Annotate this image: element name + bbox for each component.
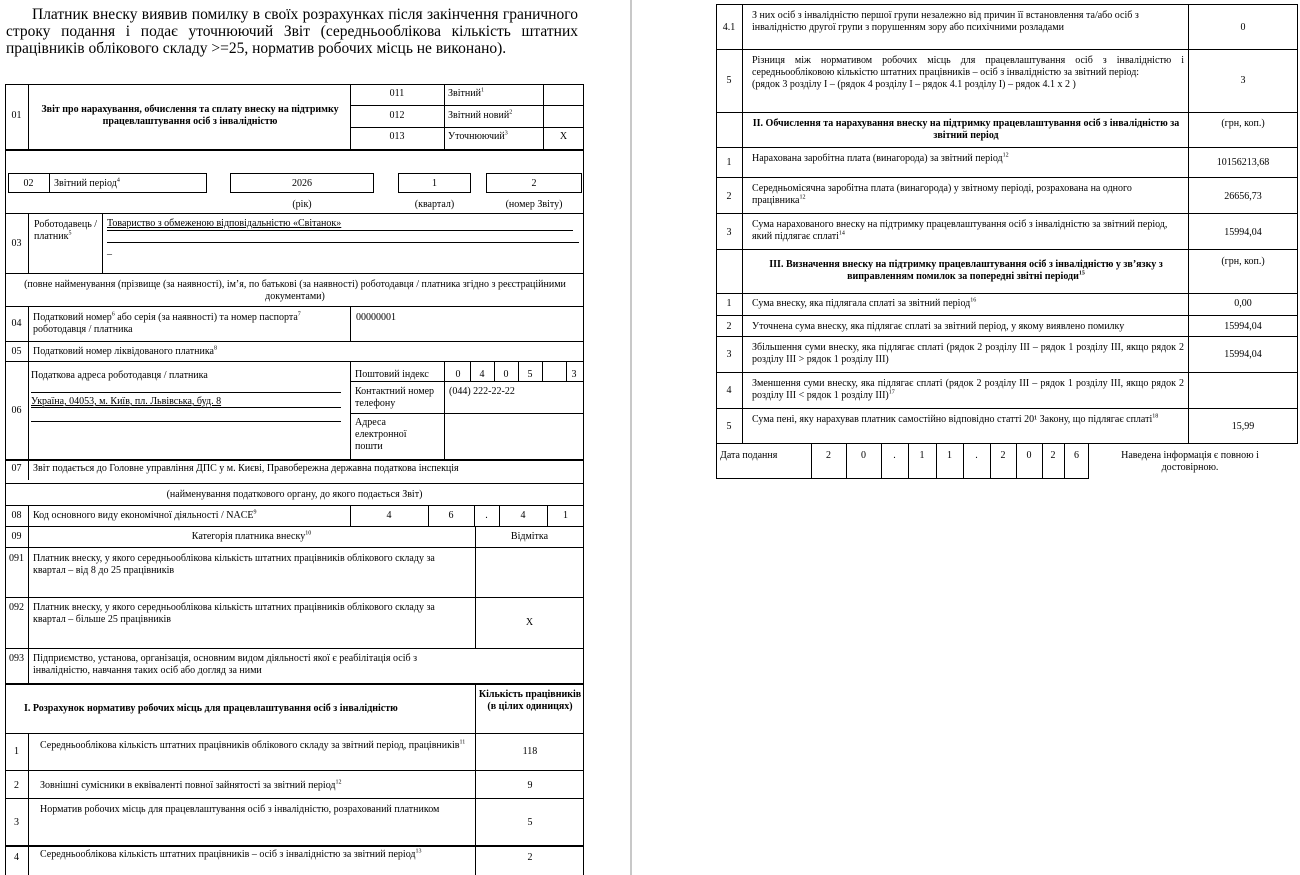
- quarter-value: 1: [432, 178, 437, 189]
- section-2-value[interactable]: 26656,73: [1224, 191, 1262, 202]
- date-digit[interactable]: 1: [947, 450, 952, 461]
- section-1-row-text: Норматив робочих місць для працевлаштування осіб з інвалідністю, розрахований платником: [40, 804, 440, 815]
- page-right: [632, 0, 1300, 875]
- section-2-value[interactable]: 15994,04: [1224, 227, 1262, 238]
- section-3-row-text: Збільшення суми внеску, яка підлягає сплаті (рядок 2 розділу ІІІ – рядок 1 розділу ІІІ, якщо рядок 2 розділу ІІІ > рядок 1 розділу ІІІ): [752, 342, 1184, 365]
- tax-id-label: Податковий номер$^6$ або серія (за наявності) та номер паспорта$^7$ роботодавця / платника: [33, 311, 301, 335]
- row-number: 4: [14, 852, 19, 863]
- row-092-code: 092: [9, 602, 24, 613]
- section-3-value[interactable]: 15,99: [1231, 421, 1255, 432]
- section-3-row-text: Сума пені, яку нарахував платник самостійно відповідно статті 20¹ Закону, що підлягає сплаті$^{18}$: [752, 413, 1159, 425]
- section-3-value[interactable]: 15994,04: [1224, 349, 1262, 360]
- row-02-code: 02: [23, 178, 34, 189]
- row-number: 3: [14, 817, 19, 828]
- section-1-row-text: З них осіб з інвалідністю першої групи незалежно від причин її встановлення та/або осіб з інвалідністю другої групи з порушенням зору або психічними розладами: [752, 10, 1139, 33]
- period-label: Звітний період$^4$: [54, 177, 120, 189]
- postal-digit[interactable]: 0: [503, 369, 509, 380]
- nace-digit[interactable]: 1: [563, 510, 568, 521]
- row-number: 5: [726, 421, 732, 432]
- row-093-code: 093: [9, 653, 24, 664]
- section-3-value[interactable]: 0,00: [1234, 298, 1252, 309]
- category-text: Платник внеску, у якого середньооблікова кількість штатних працівників облікового складу за квартал – більше 25 працівників: [33, 602, 435, 625]
- postal-digit[interactable]: 0: [455, 369, 461, 380]
- row-number: 2: [14, 780, 19, 791]
- intro-paragraph: Платник внеску виявив помилку в своїх розрахунках після закінчення граничного строку подання і подає уточнюючий Звіт (середньооблікова кількість штатних працівників облікового складу >=25, норматив робочих місць не виконано).: [6, 6, 578, 57]
- nace-digit[interactable]: 4: [386, 510, 392, 521]
- quarter-caption: (квартал): [414, 199, 455, 210]
- address-label: Податкова адреса роботодавця / платника: [31, 370, 208, 381]
- postal-label: Поштовий індекс: [355, 369, 429, 380]
- phone-value[interactable]: (044) 222-22-22: [449, 386, 515, 397]
- section-1-row-text: Середньооблікова кількість штатних працівників – осіб з інвалідністю за звітний період$^{13}$: [40, 848, 422, 860]
- completeness-note: Наведена інформація є повною і достовірною.: [1121, 450, 1259, 473]
- report-title: Звіт про нарахування, обчислення та сплату внеску на підтримку працевлаштування осіб з інвалідністю: [41, 104, 339, 127]
- row-091-code: 091: [9, 553, 24, 564]
- row-number: 1: [726, 298, 732, 309]
- postal-digit[interactable]: 3: [571, 369, 577, 380]
- category-mark[interactable]: X: [525, 617, 534, 628]
- section-1-value[interactable]: 118: [522, 746, 538, 757]
- row-09-code: 09: [11, 531, 22, 542]
- phone-label: Контактний номер телефону: [355, 386, 435, 409]
- type-label: Уточнюючий$^3$: [448, 130, 508, 142]
- section-2-row-text: Середньомісячна заробітна плата (винагорода) у звітному періоді, розрахована на одного працівника$^{12}$: [752, 183, 1132, 206]
- section-3-row-text: Зменшення суми внеску, яка підлягає сплаті (рядок 2 розділу ІІІ – рядок 1 розділу ІІІ, якщо рядок 2 розділу ІІІ < рядок 1 розділу ІІІ)$^{17}$: [752, 378, 1184, 401]
- employer-dash: –: [107, 249, 112, 260]
- section-2-unit: (грн, коп.): [1221, 118, 1265, 129]
- nace-digit[interactable]: 4: [520, 510, 526, 521]
- employer-caption: (повне найменування (прізвище (за наявності), ім’я, по батькові (за наявності) роботодавця / платника згідно з реєстраційними документами): [24, 279, 566, 302]
- type-code: 012: [389, 110, 405, 121]
- section-3-row-text: Уточнена сума внеску, яка підлягає сплаті за звітний період, у якому виявлено помилку: [752, 321, 1125, 332]
- report-number-value: 2: [531, 178, 537, 189]
- section-2-value[interactable]: 10156213,68: [1216, 157, 1270, 168]
- nace-digit[interactable]: 6: [448, 510, 454, 521]
- email-label: Адреса електронної пошти: [355, 417, 407, 452]
- section-3-title: ІІІ. Визначення внеску на підтримку працевлаштування осіб з інвалідністю у зв’язку з виправленням помилок за попередні звітні періоди$^{15}$: [769, 259, 1163, 282]
- page-left: [0, 0, 632, 875]
- row-05-code: 05: [11, 346, 22, 357]
- postal-digit[interactable]: 4: [479, 369, 485, 380]
- date-digit[interactable]: 1: [919, 450, 925, 461]
- section-1-row-text: Середньооблікова кількість штатних працівників облікового складу за звітний період, працівників$^{11}$: [40, 739, 466, 751]
- section-2-row-text: Нарахована заробітна плата (винагорода) за звітний період$^{12}$: [752, 152, 1009, 164]
- category-text: Підприємство, установа, організація, основним видом діяльності якої є реабілітація осіб з інвалідністю, навчання таких осіб або догляд за ними: [33, 653, 418, 676]
- row-06-code: 06: [11, 405, 22, 416]
- date-digit[interactable]: 2: [1050, 450, 1056, 461]
- date-digit[interactable]: 6: [1074, 450, 1079, 461]
- row-03-code: 03: [11, 238, 22, 249]
- row-number: 5: [726, 75, 732, 86]
- section-1-value[interactable]: 5: [527, 817, 533, 828]
- nace-label: Код основного виду економічної діяльності / NACE$^9$: [33, 509, 257, 521]
- type-code: 013: [389, 131, 405, 142]
- date-label: Дата подання: [720, 450, 778, 461]
- address-value[interactable]: Україна, 04053, м. Київ, пл. Львівська, буд. 8: [31, 396, 222, 407]
- section-1-value[interactable]: 2: [527, 852, 533, 863]
- employer-label: Роботодавець / платник$^5$: [34, 219, 98, 242]
- section-1-column: Кількість працівників (в цілих одиницях): [478, 689, 582, 712]
- section-1-value[interactable]: 3: [1240, 75, 1246, 86]
- date-digit[interactable]: 2: [1000, 450, 1006, 461]
- type-label: Звітний новий$^2$: [448, 109, 513, 121]
- nace-dot: .: [485, 510, 488, 521]
- row-number: 3: [726, 349, 732, 360]
- row-number: 1: [726, 157, 732, 168]
- liquidated-tax-id-label: Податковий номер ліквідованого платника$^8$: [33, 345, 217, 357]
- date-digit[interactable]: 2: [826, 450, 831, 461]
- date-digit[interactable]: 0: [1026, 450, 1032, 461]
- row-number: 3: [726, 227, 732, 238]
- row-04-code: 04: [11, 318, 22, 329]
- tax-office-label: Звіт подається до Головне управління ДПС у м. Києві, Правобережна державна податкова інспекція: [33, 463, 459, 474]
- date-separator: .: [893, 450, 896, 461]
- date-separator: .: [975, 450, 978, 461]
- section-1-row-text: Зовнішні сумісники в еквіваленті повної зайнятості за звітний період$^{12}$: [40, 779, 342, 791]
- section-1-title: І. Розрахунок нормативу робочих місць для працевлаштування осіб з інвалідністю: [24, 703, 398, 714]
- tax-office-caption: (найменування податкового органу, до якого подається Звіт): [166, 489, 423, 500]
- type-label: Звітний$^1$: [448, 87, 484, 99]
- year-caption: (рік): [292, 199, 312, 210]
- row-number: 2: [726, 321, 732, 332]
- row-08-code: 08: [11, 510, 22, 521]
- tax-id-value[interactable]: 00000001: [356, 312, 396, 323]
- section-2-row-text: Сума нарахованого внеску на підтримку працевлаштування осіб з інвалідністю за звітний період, який підлягає сплаті$^{14}$: [752, 219, 1168, 242]
- row-number: 2: [726, 191, 732, 202]
- type-code: 011: [389, 88, 405, 99]
- row-01-code: 01: [11, 110, 22, 121]
- row-number: 4: [726, 385, 732, 396]
- section-3-unit: (грн, коп.): [1221, 256, 1265, 267]
- postal-digit[interactable]: 5: [527, 369, 533, 380]
- section-1-value[interactable]: 0: [1240, 22, 1246, 33]
- category-label: Категорія платника внеску$^{10}$: [191, 530, 312, 542]
- employer-name[interactable]: Товариство з обмеженою відповідальністю «Світанок»: [107, 218, 342, 229]
- row-number: 4.1: [722, 22, 736, 33]
- category-text: Платник внеску, у якого середньооблікова кількість штатних працівників облікового складу за квартал – від 8 до 25 працівників: [33, 553, 435, 576]
- row-07-code: 07: [11, 463, 22, 474]
- section-3-value[interactable]: 15994,04: [1224, 321, 1262, 332]
- year-value: 2026: [292, 178, 312, 189]
- row-number: 1: [14, 746, 19, 757]
- mark-header: Відмітка: [510, 531, 549, 542]
- date-digit[interactable]: 0: [861, 450, 866, 461]
- section-2-title: ІІ. Обчислення та нарахування внеску на підтримку працевлаштування осіб з інвалідністю за звітний період: [752, 118, 1180, 141]
- section-3-row-text: Сума внеску, яка підлягала сплаті за звітний період$^{16}$: [752, 297, 977, 309]
- number-caption: (номер Звіту): [505, 199, 563, 210]
- section-1-value[interactable]: 9: [527, 780, 533, 791]
- section-1-row-text: Різниця між нормативом робочих місць для працевлаштування осіб з інвалідністю і середньообліковою кількістю штатних працівників – осіб з інвалідністю за звітний період: (рядок 3 розділу І – (рядок 4 розділу І – рядок 4.1 розділу І) – рядок 4.1 х 2 ): [752, 55, 1184, 90]
- clarifying-mark[interactable]: X: [559, 131, 568, 142]
